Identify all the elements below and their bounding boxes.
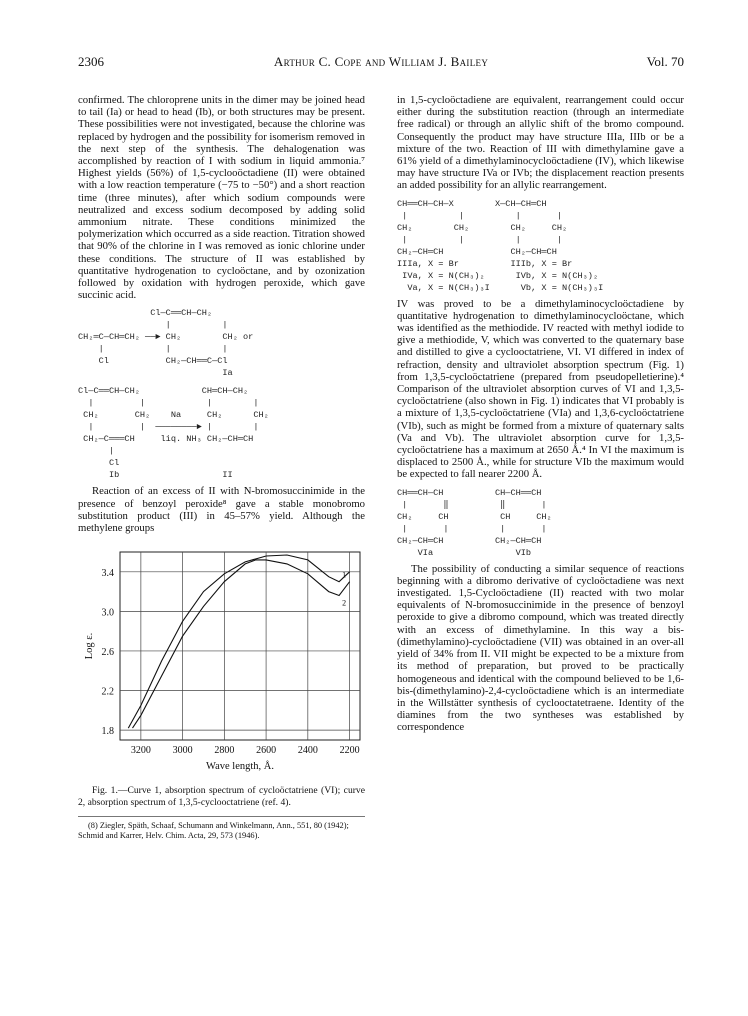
- series-label-2: 2: [342, 598, 347, 608]
- y-tick-label: 2.6: [101, 647, 114, 659]
- series-line-2: [133, 560, 350, 728]
- scheme-bromo-isomers: [397, 198, 684, 294]
- left-paragraph-1: confirmed. The chloroprene units in the dimer may be joined head to tail (Ia) or head to head (Ib), or both structures may be present. These possibilities were not investigated, because the chlorine was replaced by hydrogen and the possibility for isomerism removed in the next step of the synthesis. The dehalogenation was accomplished by reaction of I with sodium in liquid ammonia.⁷ Highest yields (56%) of 1,5-cyclooöctadiene (II) were obtained with a low reaction temperature (−75 to −50°) and a short reaction time (three minutes), after which sodium compounds were neutralized and excess sodium decomposed by adding solid ammonium nitrate. These conditions minimized the polymerization which occurred as a side reaction. Titration showed that 90% of the chlorine in I was removed as ionic chlorine under these conditions. The structure of II was established by quantitative hydrogenation to cycloöctane, and by ozonization followed by oxidation with hydrogen peroxide, which gave succinic acid.: [78, 94, 366, 302]
- scheme2-line: Ib II: [78, 470, 233, 481]
- absorption-chart: [78, 544, 365, 776]
- footnote-8: (8) Ziegler, Späth, Schaaf, Schumann and Winkelmann, Ann., 551, 80 (1942); Schmid and Karrer, Helv. Chim. Acta, 29, 573 (1946).: [78, 821, 349, 841]
- scheme1-line: Cl—C══CH—CH₂: [78, 308, 213, 319]
- y-tick-label: 1.8: [101, 726, 114, 738]
- scheme1-line: Cl CH₂—CH══C—Cl: [78, 356, 228, 367]
- scheme2-line: |: [78, 446, 115, 457]
- scheme-cyclooctatrienes: [397, 487, 684, 559]
- scheme1-line: Ia: [78, 368, 233, 379]
- right-paragraph-1: in 1,5-cycloöctadiene are equivalent, rearrangement could occur either during the substitution reaction (through an intermediate free radical) or through an allylic shift of the bromo compound. Consequently the product may have structure IIIa, IIIb or be a mixture of the two. Reaction of III with dimethylamine gave a 61% yield of a dimethylaminocycloöctadiene (IV), which likewise may have structure IVa or IVb; the displacement reaction presents an added possibility for an allylic rearrangement.: [397, 94, 684, 192]
- scheme4-line: CH₂—CH═CH CH₂—CH═CH: [397, 535, 542, 546]
- y-tick-label: 3.4: [101, 568, 114, 580]
- y-tick-label: 3.0: [101, 607, 114, 619]
- left-column: [78, 94, 365, 841]
- x-tick-label: 2600: [256, 745, 277, 757]
- scheme2-line: CH₂ CH₂ Na CH₂ CH₂: [78, 410, 269, 421]
- x-tick-label: 2200: [339, 745, 360, 757]
- scheme3-line: CH══CH—CH—X X—CH—CH═CH: [397, 198, 547, 209]
- scheme4-line: | | | |: [397, 523, 547, 534]
- x-tick-label: 3200: [130, 745, 151, 757]
- y-tick-label: 2.2: [101, 686, 114, 698]
- footnote: [78, 816, 365, 841]
- page-number: 2306: [78, 54, 104, 69]
- scheme3-line: IIIa, X = Br IIIb, X = Br: [397, 258, 573, 269]
- plot-frame: [120, 552, 360, 740]
- scheme2-line: Cl: [78, 458, 120, 469]
- scheme2-line: CH₂—C═══CH liq. NH₃ CH₂—CH═CH: [78, 434, 254, 445]
- scheme4-line: CH══CH—CH CH—CH══CH: [397, 487, 542, 498]
- scheme3-line: | | | |: [397, 210, 563, 221]
- scheme3-line: CH₂—CH═CH CH₂—CH═CH: [397, 246, 557, 257]
- right-column: [397, 94, 684, 734]
- x-tick-label: 3000: [172, 745, 193, 757]
- scheme1-line: | | |: [78, 344, 228, 355]
- figure-caption: Fig. 1.—Curve 1, absorption spectrum of cycloöctatriene (VI); curve 2, absorption spectrum of 1,3,5-cyclooctatriene (ref. 4).: [78, 785, 365, 808]
- scheme1-line: CH₂═C—CH═CH₂ ──► CH₂ CH₂ or: [78, 332, 254, 343]
- scheme4-line: | ‖ ‖ |: [397, 499, 547, 510]
- scheme2-line: | | ────────► | |: [78, 422, 259, 433]
- y-axis-label: Log ε.: [84, 632, 95, 660]
- scheme-chloroprene-dimer: [78, 307, 365, 379]
- page-header: [78, 54, 684, 72]
- scheme4-line: CH₂ CH CH CH₂: [397, 511, 552, 522]
- scheme1-line: | |: [78, 320, 228, 331]
- scheme3-line: Va, X = N(CH₃)₃I Vb, X = N(CH₃)₃I: [397, 282, 604, 293]
- scheme4-line: VIa VIb: [397, 547, 532, 558]
- right-paragraph-3: The possibility of conducting a similar sequence of reactions beginning with a dibromo derivative of cycloöctadiene was next investigated. 1,5-Cycloöctadiene (II) reacted with two molar equivalents of N-bromosuccinimide in the presence of benzoyl peroxide to give a dibromo compound, which was treated directly with an excess of dimethylamine. In this way a bis-(dimethylamino)-cycloöctadiene (VII) was obtained in an over-all yield of 34% from II. VII might be expected to be a mixture from its method of preparation, but proved to be practically homogeneous and identical with the compound believed to be 1,6-bis-(dimethylamino)-2,4-cycloöctadiene which is an intermediate in the Willstätter synthesis of cyclooctatetraene. Identity of the diamines from the two syntheses was established by correspondence: [397, 562, 684, 734]
- right-paragraph-2: IV was proved to be a dimethylaminocycloöctadiene by quantitative hydrogenation to dimethylaminocycloöctane, which was identified as the methiodide. IV reacted with methyl iodide to give a methiodide, V, which was converted to the quaternary base and distilled to give a cyclooctatriene, VI. VI differed in index of refraction, density and ultraviolet absorption spectrum (Fig. 1) from 1,3,5-cycloöctatriene (prepared from pseudopelletierine).⁴ Comparison of the ultraviolet absorption curves of VI and 1,3,5-cycloöctatriene (also shown in Fig. 1) indicates that VI probably is a mixture of 1,3,5-cycloöctatriene (VIa) and 1,3,6-cycloöctatriene (VIb), such as might be formed from a mixture of quaternary salts (Va and Vb). The ultraviolet absorption curve for 1,3,5-cycloöctatriene has a maximum at 2650 Å.⁴ In VI the maximum is displaced to 2500 Å., while for structure VIb the maximum would be expected to fall nearer 2200 Å.: [397, 297, 684, 481]
- scheme3-line: | | | |: [397, 234, 563, 245]
- series-label-1: 1: [342, 570, 347, 580]
- volume-label: Vol. 70: [646, 54, 684, 69]
- x-tick-label: 2800: [214, 745, 235, 757]
- scheme3-line: IVa, X = N(CH₃)₂ IVb, X = N(CH₃)₂: [397, 270, 599, 281]
- running-authors: Arthur C. Cope and William J. Bailey: [273, 54, 489, 69]
- left-paragraph-2: Reaction of an excess of II with N-bromosuccinimide in the presence of benzoyl peroxide⁸ gave a stable monobromo substitution product (III) in 45–57% yield. Although the methylene groups: [78, 485, 365, 535]
- figure-1: [78, 544, 365, 808]
- scheme2-line: | | | |: [78, 398, 259, 409]
- x-tick-label: 2400: [297, 745, 318, 757]
- x-axis-label: Wave length, Å.: [206, 761, 274, 773]
- scheme-dehalogenation: [78, 385, 365, 481]
- scheme3-line: CH₂ CH₂ CH₂ CH₂: [397, 222, 568, 233]
- scheme2-line: Cl—C══CH—CH₂ CH═CH—CH₂: [78, 386, 249, 397]
